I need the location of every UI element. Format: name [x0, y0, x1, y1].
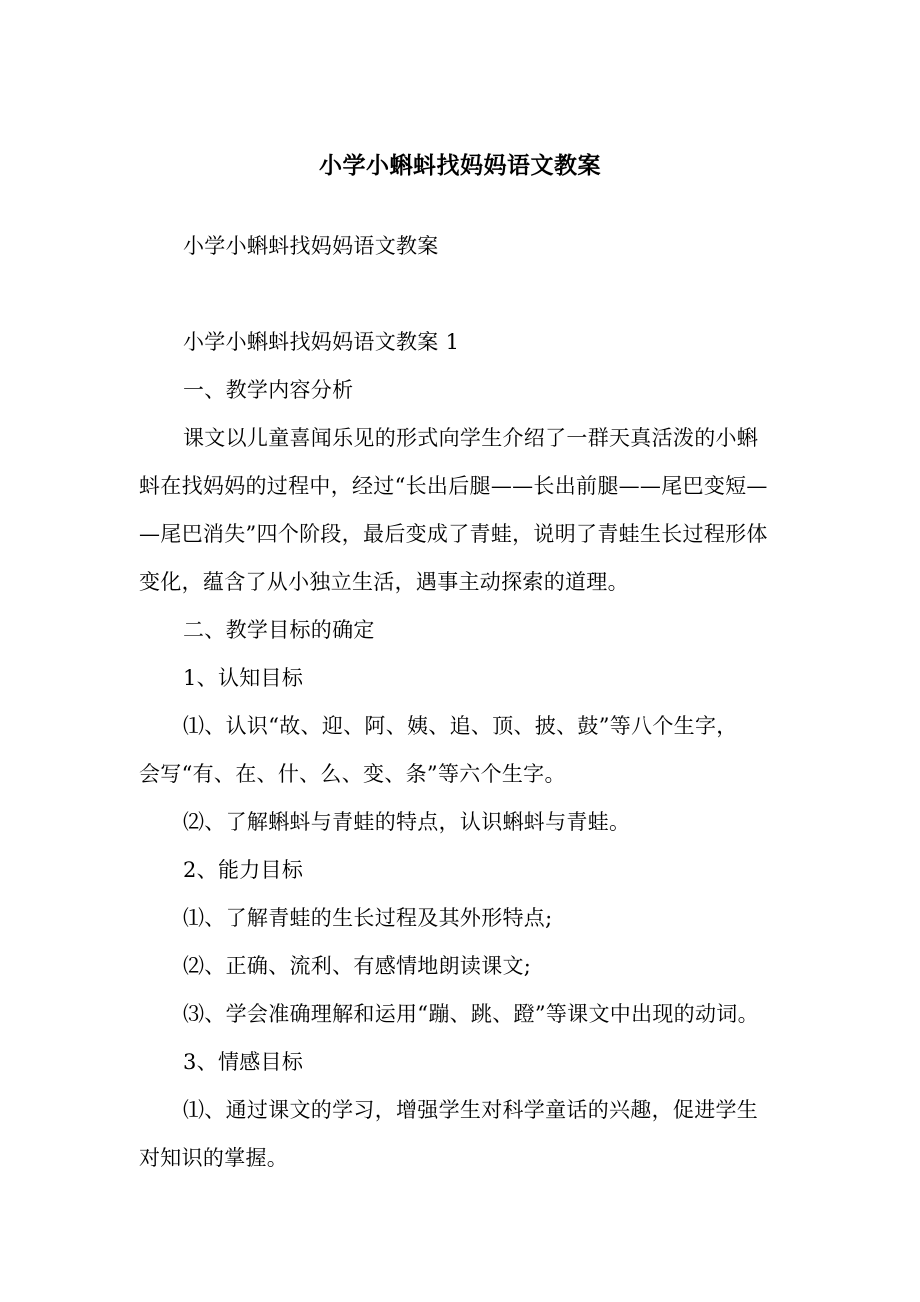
paragraph-line: 课文以儿童喜闻乐见的形式向学生介绍了一群天真活泼的小蝌 [183, 426, 759, 450]
goal-heading-emotional: 3、情感目标 [183, 1050, 304, 1074]
paragraph-line: 蚪在找妈妈的过程中，经过“长出后腿——长出前腿——尾巴变短— [139, 474, 768, 498]
goal-item: ⑴、了解青蛙的生长过程及其外形特点; [183, 906, 553, 930]
goal-item: ⑴、通过课文的学习，增强学生对科学童话的兴趣，促进学生 [183, 1098, 759, 1122]
goal-item: ⑴、认识“故、迎、阿、姨、追、顶、披、鼓”等八个生字， [183, 714, 738, 738]
document-title: 小学小蝌蚪找妈妈语文教案 [319, 152, 601, 179]
goal-item: ⑵、正确、流利、有感情地朗读课文; [183, 954, 532, 978]
section-title: 小学小蝌蚪找妈妈语文教案 1 [183, 330, 460, 354]
goal-heading-ability: 2、能力目标 [183, 858, 304, 882]
goal-heading-cognitive: 1、认知目标 [183, 666, 304, 690]
heading-content-analysis: 一、教学内容分析 [183, 378, 354, 402]
heading-teaching-goals: 二、教学目标的确定 [183, 618, 375, 642]
paragraph-line: 变化，蕴含了从小独立生活，遇事主动探索的道理。 [139, 570, 629, 594]
paragraph-line: —尾巴消失”四个阶段，最后变成了青蛙，说明了青蛙生长过程形体 [139, 522, 768, 546]
goal-item: ⑶、学会准确理解和运用“蹦、跳、蹬”等课文中出现的动词。 [183, 1002, 759, 1026]
goal-item: ⑵、了解蝌蚪与青蛙的特点，认识蝌蚪与青蛙。 [183, 810, 631, 834]
goal-item: 会写“有、在、什、么、变、条”等六个生字。 [139, 762, 566, 786]
document-subtitle: 小学小蝌蚪找妈妈语文教案 [183, 234, 439, 258]
goal-item: 对知识的掌握。 [139, 1146, 289, 1170]
